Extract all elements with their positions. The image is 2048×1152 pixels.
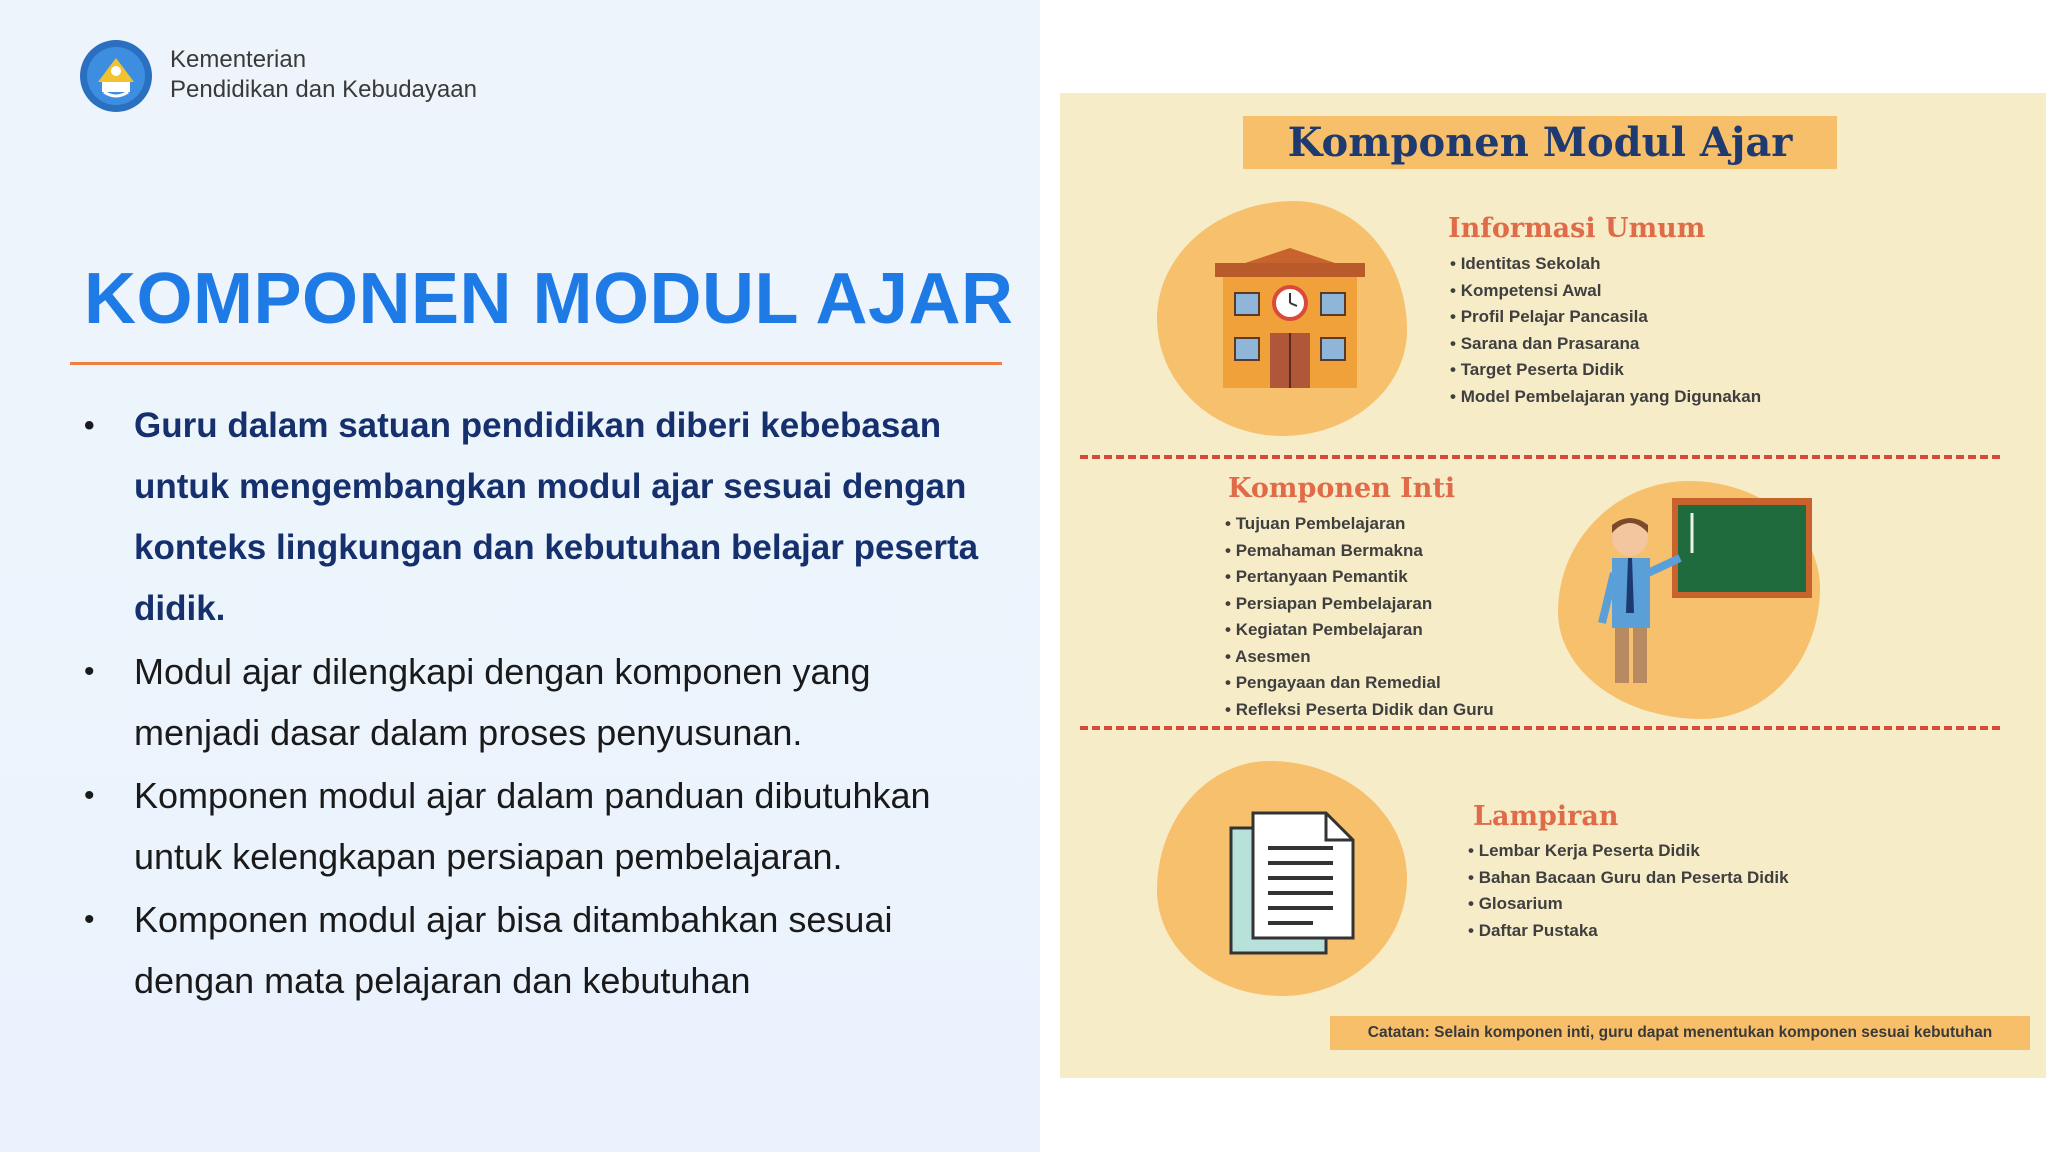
section-list-komponen-inti: [1225, 511, 1494, 723]
title-underline: [70, 362, 1002, 365]
bullet-item: [82, 395, 982, 639]
section-list-lampiran: [1468, 838, 1789, 944]
document-icon: [1228, 808, 1358, 958]
list-item: • Sarana dan Prasarana: [1450, 331, 1761, 358]
bullet-item: [82, 765, 982, 887]
school-building-icon: [1205, 248, 1375, 398]
bullet-marker: •: [84, 903, 95, 936]
bullet-text: Komponen modul ajar bisa ditambahkan sesuai dengan mata pelajaran dan kebutuhan: [134, 899, 893, 1001]
bullet-text: Guru dalam satuan pendidikan diberi kebebasan untuk mengembangkan modul ajar sesuai dengan konteks lingkungan dan kebutuhan belajar peserta didik.: [134, 406, 979, 628]
bullet-list: [82, 395, 982, 1013]
list-item: • Tujuan Pembelajaran: [1225, 511, 1494, 538]
list-item: • Pengayaan dan Remedial: [1225, 670, 1494, 697]
section-list-informasi-umum: [1450, 251, 1761, 410]
bullet-marker: •: [84, 655, 95, 688]
note-text: Catatan: Selain komponen inti, guru dapat menentukan komponen sesuai kebutuhan: [1367, 1024, 1993, 1041]
bullet-item: [82, 889, 982, 1011]
section-heading-lampiran: Lampiran: [1473, 801, 1619, 832]
list-item: • Daftar Pustaka: [1468, 918, 1789, 945]
list-item: • Lembar Kerja Peserta Didik: [1468, 838, 1789, 865]
infographic-panel: [1060, 93, 2046, 1078]
brand-line-2: Pendidikan dan Kebudayaan: [170, 76, 477, 103]
bullet-marker: •: [84, 409, 95, 442]
list-item: • Pemahaman Bermakna: [1225, 538, 1494, 565]
slide-title: KOMPONEN MODUL AJAR: [84, 259, 1014, 339]
list-item: • Kegiatan Pembelajaran: [1225, 617, 1494, 644]
infographic-title-box: [1243, 116, 1837, 169]
infographic-title: Komponen Modul Ajar: [1287, 119, 1793, 166]
brand-text: [170, 45, 477, 105]
section-divider: [1080, 726, 2000, 730]
list-item: • Target Peserta Didik: [1450, 357, 1761, 384]
bullet-text: Modul ajar dilengkapi dengan komponen yang menjadi dasar dalam proses penyusunan.: [134, 651, 871, 753]
list-item: • Glosarium: [1468, 891, 1789, 918]
list-item: • Asesmen: [1225, 644, 1494, 671]
bullet-marker: •: [84, 779, 95, 812]
teacher-blackboard-icon: [1580, 493, 1810, 693]
bullet-item: [82, 641, 982, 763]
section-divider: [1080, 455, 2000, 459]
list-item: • Bahan Bacaan Guru dan Peserta Didik: [1468, 865, 1789, 892]
section-heading-informasi-umum: Informasi Umum: [1448, 213, 1706, 244]
list-item: • Identitas Sekolah: [1450, 251, 1761, 278]
list-item: • Pertanyaan Pemantik: [1225, 564, 1494, 591]
note-box: [1330, 1016, 2030, 1050]
kemendikbud-logo-icon: [78, 38, 154, 114]
list-item: • Kompetensi Awal: [1450, 278, 1761, 305]
brand-line-1: Kementerian: [170, 46, 307, 73]
list-item: • Profil Pelajar Pancasila: [1450, 304, 1761, 331]
list-item: • Refleksi Peserta Didik dan Guru: [1225, 697, 1494, 724]
list-item: • Model Pembelajaran yang Digunakan: [1450, 384, 1761, 411]
list-item: • Persiapan Pembelajaran: [1225, 591, 1494, 618]
bullet-text: Komponen modul ajar dalam panduan dibutuhkan untuk kelengkapan persiapan pembelajaran.: [134, 775, 931, 877]
section-heading-komponen-inti: Komponen Inti: [1228, 473, 1456, 504]
